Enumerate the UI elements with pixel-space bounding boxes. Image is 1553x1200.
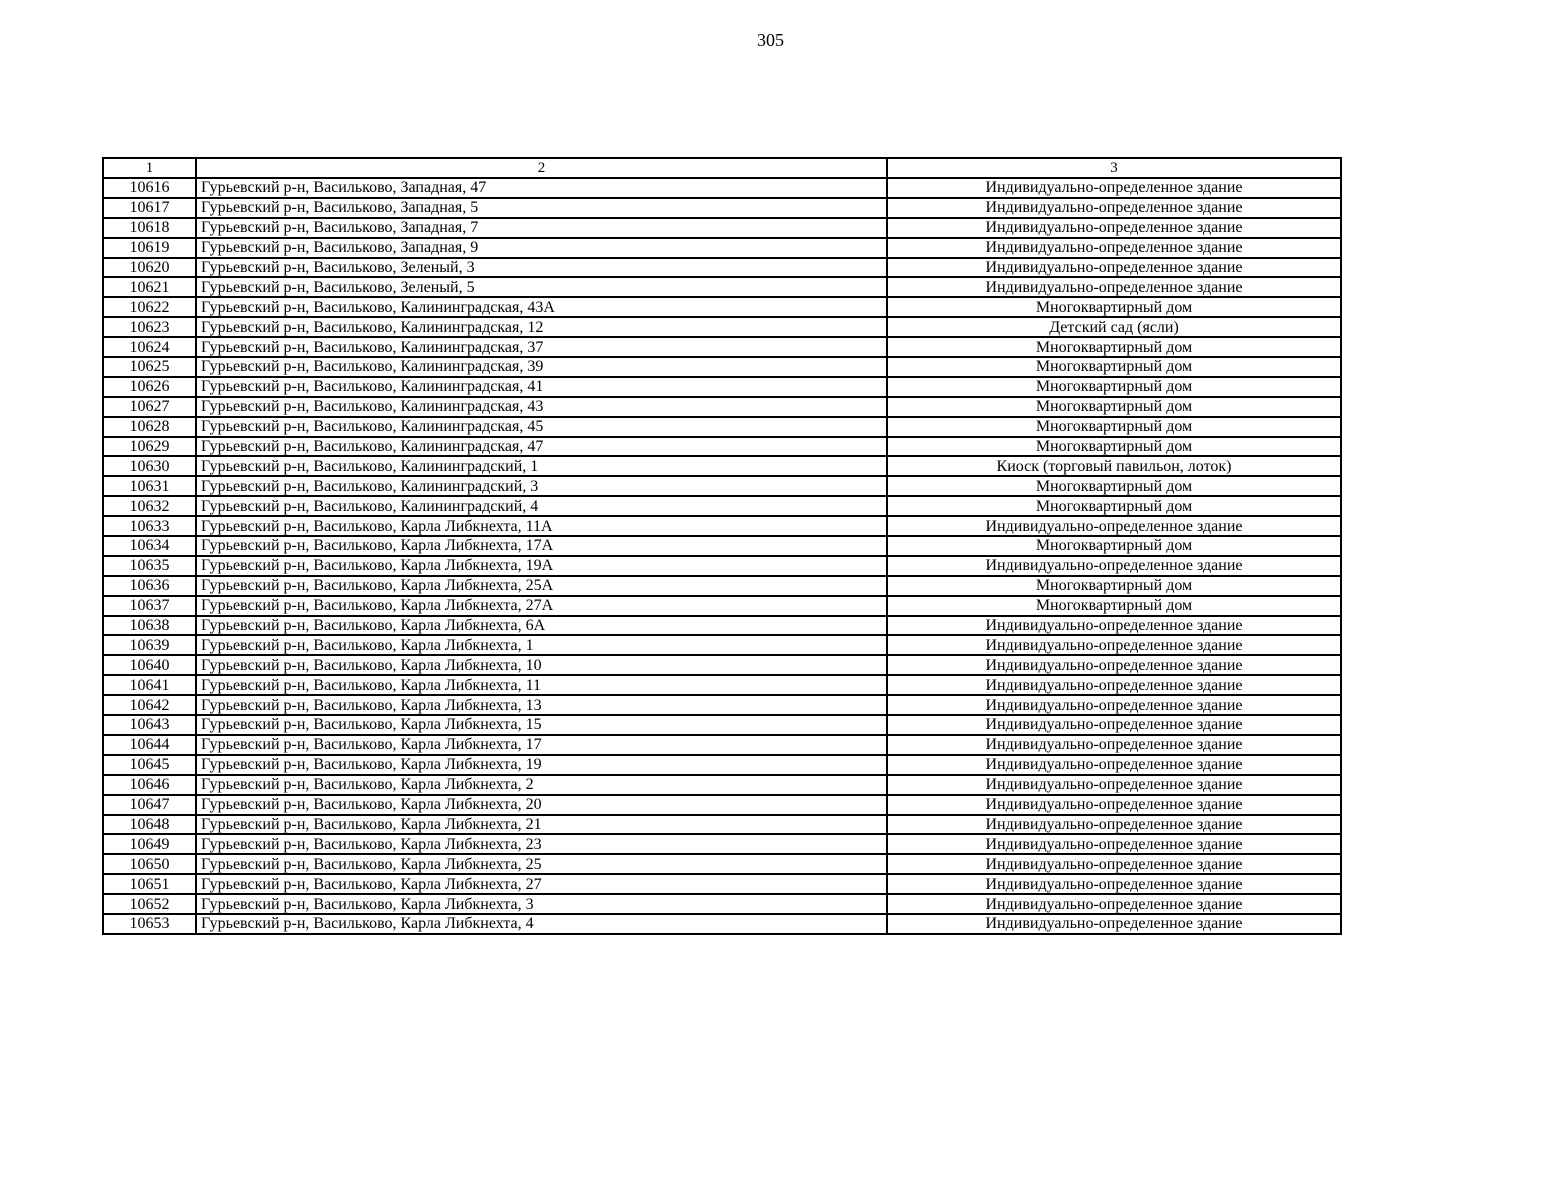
object-type-cell: Многоквартирный дом	[887, 576, 1341, 596]
table-row	[103, 258, 1341, 278]
object-type-cell: Индивидуально-определенное здание	[887, 198, 1341, 218]
address-cell: Гурьевский р-н, Васильково, Западная, 5	[196, 198, 887, 218]
address-cell: Гурьевский р-н, Васильково, Карла Либкнехта, 19	[196, 755, 887, 775]
table-row	[103, 576, 1341, 596]
object-type-cell: Многоквартирный дом	[887, 536, 1341, 556]
table-row	[103, 755, 1341, 775]
address-cell: Гурьевский р-н, Васильково, Карла Либкнехта, 27	[196, 874, 887, 894]
object-type-cell: Индивидуально-определенное здание	[887, 775, 1341, 795]
table-row	[103, 695, 1341, 715]
table-row	[103, 854, 1341, 874]
record-number-cell: 10620	[103, 258, 196, 278]
object-type-cell: Детский сад (ясли)	[887, 317, 1341, 337]
column-header-2: 2	[196, 158, 887, 178]
object-type-cell: Индивидуально-определенное здание	[887, 218, 1341, 238]
object-type-cell: Многоквартирный дом	[887, 397, 1341, 417]
record-number-cell: 10627	[103, 397, 196, 417]
table-row	[103, 914, 1341, 934]
record-number-cell: 10631	[103, 476, 196, 496]
column-header-1: 1	[103, 158, 196, 178]
address-cell: Гурьевский р-н, Васильково, Западная, 9	[196, 238, 887, 258]
record-number-cell: 10619	[103, 238, 196, 258]
record-number-cell: 10641	[103, 675, 196, 695]
address-cell: Гурьевский р-н, Васильково, Карла Либкнехта, 1	[196, 635, 887, 655]
record-number-cell: 10622	[103, 297, 196, 317]
record-number-cell: 10630	[103, 456, 196, 476]
object-type-cell: Индивидуально-определенное здание	[887, 695, 1341, 715]
address-cell: Гурьевский р-н, Васильково, Карла Либкнехта, 17А	[196, 536, 887, 556]
table-row	[103, 775, 1341, 795]
table-row	[103, 675, 1341, 695]
address-cell: Гурьевский р-н, Васильково, Карла Либкнехта, 11	[196, 675, 887, 695]
table-row	[103, 456, 1341, 476]
object-type-cell: Многоквартирный дом	[887, 496, 1341, 516]
record-number-cell: 10651	[103, 874, 196, 894]
table-row	[103, 635, 1341, 655]
object-type-cell: Индивидуально-определенное здание	[887, 178, 1341, 198]
record-number-cell: 10637	[103, 596, 196, 616]
address-cell: Гурьевский р-н, Васильково, Калининградский, 1	[196, 456, 887, 476]
object-type-cell: Индивидуально-определенное здание	[887, 715, 1341, 735]
registry-table-body	[103, 158, 1341, 934]
table-row	[103, 397, 1341, 417]
address-cell: Гурьевский р-н, Васильково, Карла Либкнехта, 6А	[196, 616, 887, 636]
record-number-cell: 10649	[103, 834, 196, 854]
address-cell: Гурьевский р-н, Васильково, Калининградская, 43А	[196, 297, 887, 317]
record-number-cell: 10626	[103, 377, 196, 397]
address-cell: Гурьевский р-н, Васильково, Карла Либкнехта, 10	[196, 655, 887, 675]
record-number-cell: 10645	[103, 755, 196, 775]
object-type-cell: Многоквартирный дом	[887, 297, 1341, 317]
address-cell: Гурьевский р-н, Васильково, Карла Либкнехта, 13	[196, 695, 887, 715]
record-number-cell: 10635	[103, 556, 196, 576]
object-type-cell: Индивидуально-определенное здание	[887, 635, 1341, 655]
record-number-cell: 10640	[103, 655, 196, 675]
record-number-cell: 10634	[103, 536, 196, 556]
table-row	[103, 238, 1341, 258]
table-row	[103, 178, 1341, 198]
address-cell: Гурьевский р-н, Васильково, Калининградская, 37	[196, 337, 887, 357]
address-cell: Гурьевский р-н, Васильково, Карла Либкнехта, 25А	[196, 576, 887, 596]
table-row	[103, 297, 1341, 317]
object-type-cell: Индивидуально-определенное здание	[887, 874, 1341, 894]
record-number-cell: 10625	[103, 357, 196, 377]
record-number-cell: 10639	[103, 635, 196, 655]
table-row	[103, 815, 1341, 835]
record-number-cell: 10633	[103, 516, 196, 536]
record-number-cell: 10646	[103, 775, 196, 795]
address-cell: Гурьевский р-н, Васильково, Карла Либкнехта, 21	[196, 815, 887, 835]
record-number-cell: 10621	[103, 277, 196, 297]
table-row	[103, 894, 1341, 914]
table-row	[103, 357, 1341, 377]
table-row	[103, 277, 1341, 297]
address-cell: Гурьевский р-н, Васильково, Калининградская, 47	[196, 437, 887, 457]
object-type-cell: Многоквартирный дом	[887, 377, 1341, 397]
address-cell: Гурьевский р-н, Васильково, Калининградская, 12	[196, 317, 887, 337]
address-cell: Гурьевский р-н, Васильково, Калининградская, 39	[196, 357, 887, 377]
address-cell: Гурьевский р-н, Васильково, Калининградский, 4	[196, 496, 887, 516]
address-cell: Гурьевский р-н, Васильково, Карла Либкнехта, 17	[196, 735, 887, 755]
address-cell: Гурьевский р-н, Васильково, Западная, 7	[196, 218, 887, 238]
address-cell: Гурьевский р-н, Васильково, Карла Либкнехта, 19А	[196, 556, 887, 576]
table-row	[103, 834, 1341, 854]
record-number-cell: 10653	[103, 914, 196, 934]
object-type-cell: Многоквартирный дом	[887, 596, 1341, 616]
object-type-cell: Индивидуально-определенное здание	[887, 556, 1341, 576]
table-row	[103, 795, 1341, 815]
address-cell: Гурьевский р-н, Васильково, Калининградская, 43	[196, 397, 887, 417]
address-cell: Гурьевский р-н, Васильково, Калининградская, 45	[196, 417, 887, 437]
table-row	[103, 377, 1341, 397]
object-type-cell: Индивидуально-определенное здание	[887, 516, 1341, 536]
record-number-cell: 10628	[103, 417, 196, 437]
object-type-cell: Многоквартирный дом	[887, 357, 1341, 377]
address-cell: Гурьевский р-н, Васильково, Зеленый, 5	[196, 277, 887, 297]
table-row	[103, 516, 1341, 536]
registry-table	[102, 157, 1342, 935]
object-type-cell: Индивидуально-определенное здание	[887, 238, 1341, 258]
object-type-cell: Индивидуально-определенное здание	[887, 277, 1341, 297]
table-row	[103, 655, 1341, 675]
address-cell: Гурьевский р-н, Васильково, Карла Либкнехта, 2	[196, 775, 887, 795]
address-cell: Гурьевский р-н, Васильково, Калининградская, 41	[196, 377, 887, 397]
address-cell: Гурьевский р-н, Васильково, Карла Либкнехта, 15	[196, 715, 887, 735]
object-type-cell: Киоск (торговый павильон, лоток)	[887, 456, 1341, 476]
table-row	[103, 596, 1341, 616]
object-type-cell: Индивидуально-определенное здание	[887, 815, 1341, 835]
address-cell: Гурьевский р-н, Васильково, Калининградский, 3	[196, 476, 887, 496]
record-number-cell: 10643	[103, 715, 196, 735]
address-cell: Гурьевский р-н, Васильково, Зеленый, 3	[196, 258, 887, 278]
record-number-cell: 10652	[103, 894, 196, 914]
object-type-cell: Многоквартирный дом	[887, 437, 1341, 457]
object-type-cell: Индивидуально-определенное здание	[887, 258, 1341, 278]
object-type-cell: Индивидуально-определенное здание	[887, 795, 1341, 815]
record-number-cell: 10624	[103, 337, 196, 357]
object-type-cell: Многоквартирный дом	[887, 476, 1341, 496]
object-type-cell: Индивидуально-определенное здание	[887, 735, 1341, 755]
address-cell: Гурьевский р-н, Васильково, Карла Либкнехта, 4	[196, 914, 887, 934]
object-type-cell: Индивидуально-определенное здание	[887, 616, 1341, 636]
page-number: 305	[757, 30, 784, 50]
record-number-cell: 10623	[103, 317, 196, 337]
table-row	[103, 476, 1341, 496]
address-cell: Гурьевский р-н, Васильково, Карла Либкнехта, 20	[196, 795, 887, 815]
object-type-cell: Индивидуально-определенное здание	[887, 655, 1341, 675]
record-number-cell: 10638	[103, 616, 196, 636]
record-number-cell: 10617	[103, 198, 196, 218]
record-number-cell: 10642	[103, 695, 196, 715]
record-number-cell: 10647	[103, 795, 196, 815]
address-cell: Гурьевский р-н, Васильково, Карла Либкнехта, 25	[196, 854, 887, 874]
object-type-cell: Индивидуально-определенное здание	[887, 854, 1341, 874]
table-row	[103, 337, 1341, 357]
table-row	[103, 417, 1341, 437]
column-number-row	[103, 158, 1341, 178]
object-type-cell: Индивидуально-определенное здание	[887, 834, 1341, 854]
column-header-3: 3	[887, 158, 1341, 178]
record-number-cell: 10629	[103, 437, 196, 457]
table-row	[103, 616, 1341, 636]
address-cell: Гурьевский р-н, Васильково, Карла Либкнехта, 23	[196, 834, 887, 854]
table-row	[103, 735, 1341, 755]
table-row	[103, 218, 1341, 238]
record-number-cell: 10648	[103, 815, 196, 835]
object-type-cell: Индивидуально-определенное здание	[887, 755, 1341, 775]
table-row	[103, 536, 1341, 556]
record-number-cell: 10616	[103, 178, 196, 198]
table-row	[103, 556, 1341, 576]
record-number-cell: 10632	[103, 496, 196, 516]
address-cell: Гурьевский р-н, Васильково, Карла Либкнехта, 11А	[196, 516, 887, 536]
table-row	[103, 437, 1341, 457]
address-cell: Гурьевский р-н, Васильково, Западная, 47	[196, 178, 887, 198]
object-type-cell: Индивидуально-определенное здание	[887, 914, 1341, 934]
table-row	[103, 317, 1341, 337]
table-row	[103, 874, 1341, 894]
record-number-cell: 10650	[103, 854, 196, 874]
record-number-cell: 10636	[103, 576, 196, 596]
table-row	[103, 715, 1341, 735]
table-row	[103, 198, 1341, 218]
object-type-cell: Индивидуально-определенное здание	[887, 675, 1341, 695]
object-type-cell: Индивидуально-определенное здание	[887, 894, 1341, 914]
object-type-cell: Многоквартирный дом	[887, 417, 1341, 437]
record-number-cell: 10644	[103, 735, 196, 755]
table-row	[103, 496, 1341, 516]
address-cell: Гурьевский р-н, Васильково, Карла Либкнехта, 3	[196, 894, 887, 914]
address-cell: Гурьевский р-н, Васильково, Карла Либкнехта, 27А	[196, 596, 887, 616]
object-type-cell: Многоквартирный дом	[887, 337, 1341, 357]
record-number-cell: 10618	[103, 218, 196, 238]
